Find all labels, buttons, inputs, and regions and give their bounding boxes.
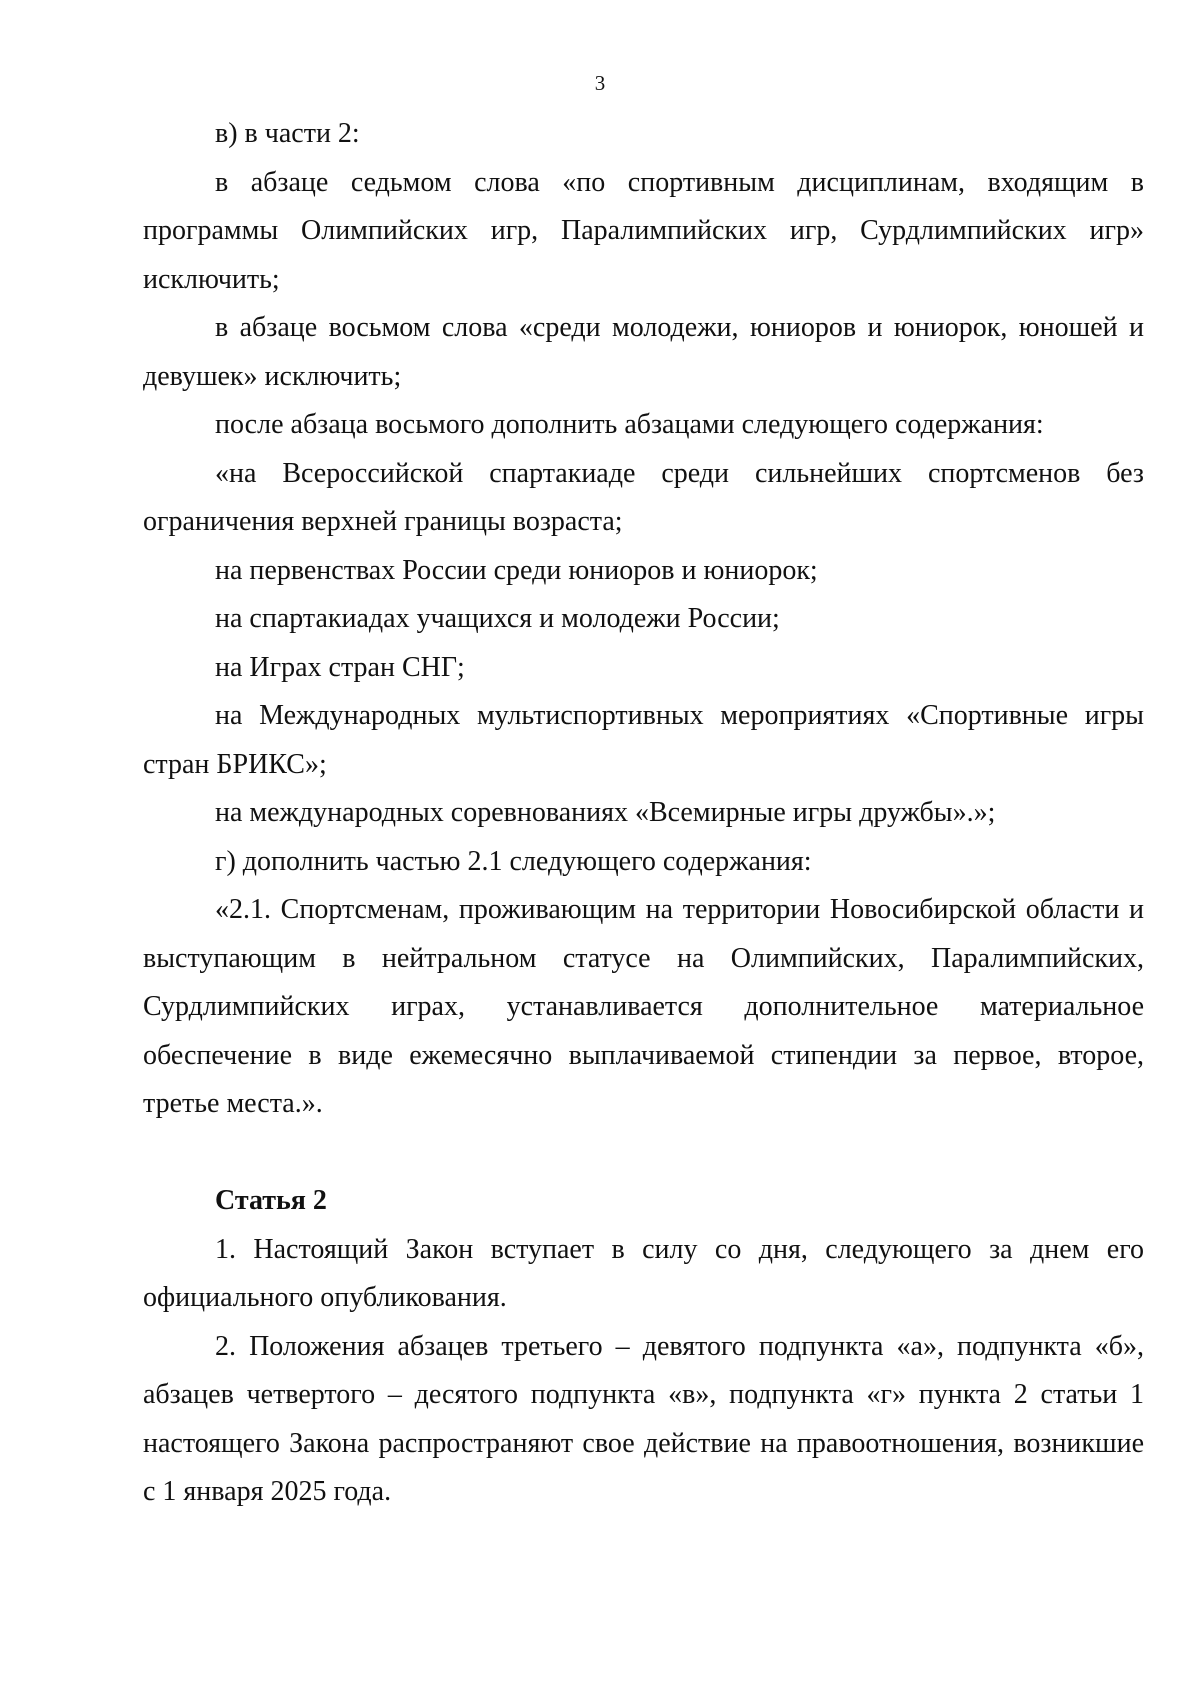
paragraph: в абзаце восьмом слова «среди молодежи, юниоров и юниорок, юношей и девушек» исключить; — [143, 312, 1144, 392]
paragraph: на международных соревнованиях «Всемирные игры дружбы».»; — [215, 797, 996, 828]
document-body — [143, 110, 1144, 1517]
article-heading: Статья 2 — [215, 1185, 327, 1216]
paragraph: после абзаца восьмого дополнить абзацами следующего содержания: — [215, 409, 1044, 440]
paragraph: «2.1. Спортсменам, проживающим на территории Новосибирской области и выступающим в нейтральном статусе на Олимпийских, Паралимпийских, Сурдлимпийских играх, устанавливается дополнительное материальное обеспечение в виде ежемесячно выплачиваемой стипендии за первое, второе, третье места.». — [143, 894, 1144, 1119]
paragraph: на Международных мультиспортивных мероприятиях «Спортивные игры стран БРИКС»; — [143, 700, 1144, 780]
paragraph: «на Всероссийской спартакиаде среди сильнейших спортсменов без ограничения верхней границы возраста; — [143, 457, 1144, 537]
paragraph: на спартакиадах учащихся и молодежи России; — [215, 603, 780, 634]
paragraph: в абзаце седьмом слова «по спортивным дисциплинам, входящим в программы Олимпийских игр, Паралимпийских игр, Сурдлимпийских игр» исключить; — [143, 166, 1144, 295]
article-paragraph: 1. Настоящий Закон вступает в силу со дня, следующего за днем его официального опубликования. — [143, 1233, 1144, 1313]
paragraph: в) в части 2: — [215, 118, 360, 149]
paragraph: на Играх стран СНГ; — [215, 651, 465, 683]
paragraph: г) дополнить частью 2.1 следующего содержания: — [215, 845, 812, 877]
page-number: 3 — [594, 71, 606, 95]
paragraph: на первенствах России среди юниоров и юниорок; — [215, 554, 818, 586]
article-paragraph: 2. Положения абзацев третьего – девятого подпункта «а», подпункта «б», абзацев четвертого – десятого подпункта «в», подпункта «г» пункта 2 статьи 1 настоящего Закона распространяют свое действие на правоотношения, возникшие с 1 января 2025 года. — [143, 1330, 1144, 1507]
